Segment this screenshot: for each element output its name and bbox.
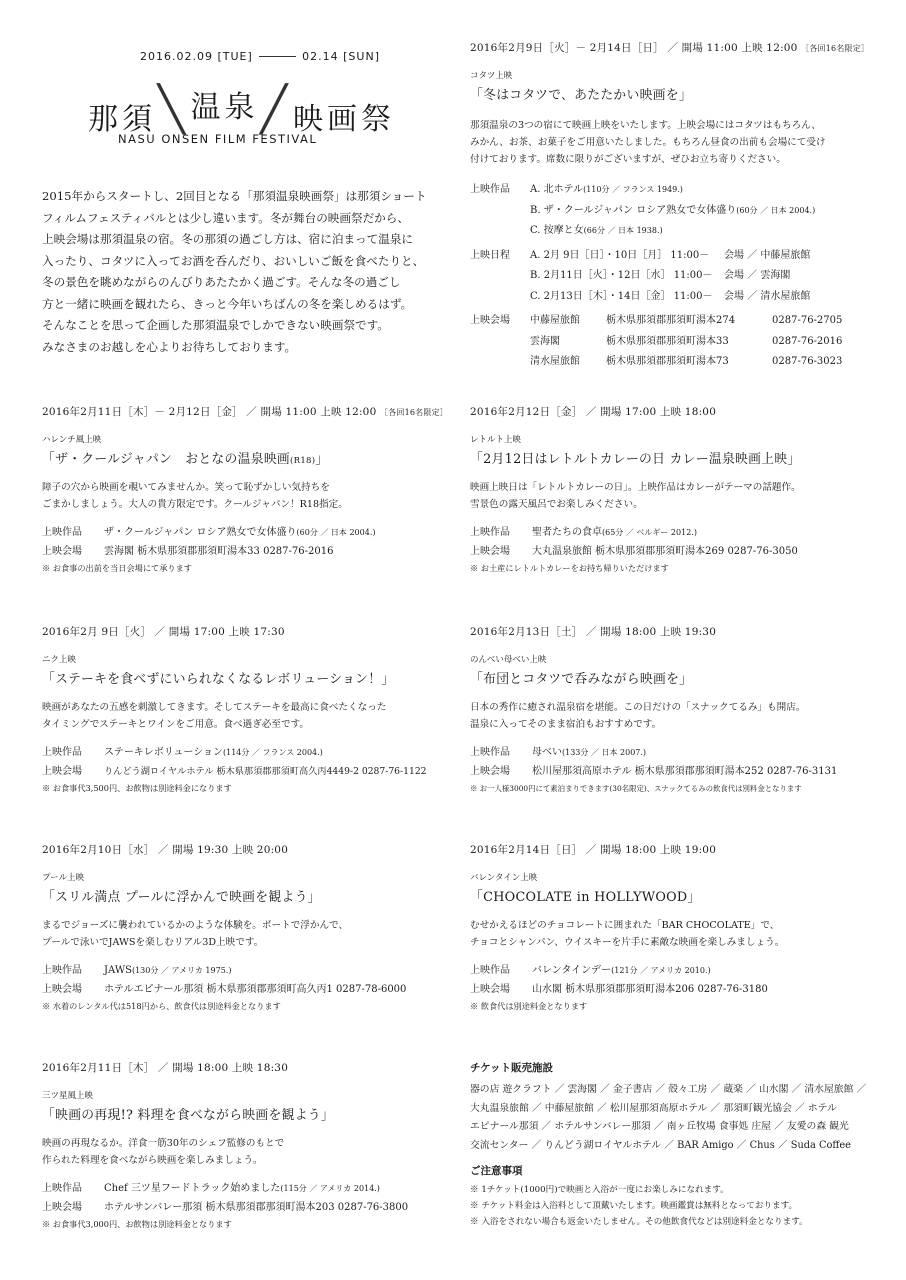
event-category: レトルト上映: [470, 435, 522, 445]
festival-dates: [140, 50, 380, 63]
film-row: 上映作品 Chef 三ツ星フードトラック始めました(115分 ／ アメリカ 2014.): [42, 1183, 380, 1194]
intro-line: みなさまのお越しを心よりお待ちしております。: [42, 339, 297, 354]
venue-row: 上映会場 ホテルサンバレー那須 栃木県那須郡那須町湯本203 0287-76-3800: [42, 1202, 409, 1213]
event-note: ※ お食事代3,000円、お飲物は別途料金となります: [42, 1219, 232, 1229]
film-row: 上映作品 聖者たちの食卓(65分 ／ ベルギー 2012.): [470, 527, 697, 538]
event-category: のんべい母べい上映: [470, 655, 547, 665]
event-note: ※ お食事の出前を当日会場にて承ります: [42, 563, 192, 573]
logo-backslash: ╲: [158, 83, 189, 135]
event-category: 三ツ星風上映: [42, 1091, 94, 1101]
logo-word-nasu: 那須: [88, 102, 156, 137]
notes-heading: ご注意事項: [470, 1165, 523, 1177]
film-row: 上映作品 ザ・クールジャパン ロシア熟女で女体盛り(60分 ／ 日本 2004.): [42, 527, 376, 538]
event-note: ※ お食事代3,500円、お飲物は別途料金になります: [42, 783, 232, 793]
films-list: 上映作品 A. 北ホテル(110分 ／ フランス 1949.) B. ザ・クールジャパン ロシア熟女で女体盛り(60分 ／ 日本 2004.) C. 按摩と女(66分 ／ 日本 1938.): [470, 180, 890, 242]
event-date: 2016年2月12日［金］ ／ 開場 17:00 上映 18:00: [470, 406, 717, 418]
film-row: 上映作品 JAWS(130分 ／ アメリカ 1975.): [42, 965, 232, 976]
event-title: 「スリル満点 プールに浮かんで映画を観よう」: [42, 890, 321, 905]
intro-line: 方と一緒に映画を観れたら、きっと今年いちばんの冬を楽しめるはず。: [42, 296, 413, 311]
start-date: 2016.02.09 [TUE]: [140, 50, 253, 63]
logo-word-onsen: 温泉: [190, 90, 259, 125]
event-description: むせかえるほどのチョコレートに囲まれた「BAR CHOCOLATE」で、 チョコとシャンパン、ウイスキーを片手に素敵な映画を楽しみましょう。: [470, 920, 785, 948]
event-mitsuboshi: [42, 1060, 452, 1232]
intro-line: そんなことを思って企画した那須温泉でしかできない映画祭です。: [42, 318, 389, 332]
event-note: ※ お一人様3000円にて素泊まりできます(30名限定)、スナックてるみの飲食代は別料金となります: [470, 784, 802, 793]
event-category: ハレンチ風上映: [42, 435, 102, 445]
festival-subtitle: NASU ONSEN FILM FESTIVAL: [118, 132, 318, 146]
event-date: 2016年2月14日［日］ ／ 開場 18:00 上映 19:00: [470, 844, 717, 856]
intro-line: フィルムフェスティバルとは少し違います。冬が舞台の映画祭だから、: [42, 210, 409, 225]
festival-logo: [88, 80, 395, 138]
event-date: 2016年2月9日［火］－ 2月14日［日］ ／ 開場 11:00 上映 12:00 ［各回16名限定］: [470, 42, 870, 54]
venue-row: 上映会場 りんどう湖ロイヤルホテル 栃木県那須郡那須町高久丙4449-2 0287-76-1122: [42, 766, 427, 777]
event-description: 映画上映日は「レトルトカレーの日」。上映作品はカレーがテーマの話題作。 雪景色の露天風呂でお楽しみください。: [470, 482, 801, 510]
event-category: バレンタイン上映: [470, 873, 538, 883]
event-title: 「CHOCOLATE in HOLLYWOOD」: [470, 890, 701, 905]
logo-word-eigasai: 映画祭: [293, 102, 395, 137]
event-note: ※ 水着のレンタル代は518円から、飲食代は別途料金となります: [42, 1001, 281, 1011]
event-nonbei: [470, 624, 880, 796]
event-note: ※ 飲食代は別途料金となります: [470, 1001, 588, 1011]
intro-line: 冬の景色を眺めながらのんびりあたたかく過ごす。そんな冬の過ごし: [42, 275, 401, 289]
event-date: 2016年2月10日［水］ ／ 開場 19:30 上映 20:00: [42, 844, 289, 856]
event-valentine: [470, 842, 880, 1014]
event-category: コタツ上映: [470, 71, 513, 81]
intro-line: 上映会場は那須温泉の宿。冬の那須の過ごし方は、宿に泊まって温泉に: [42, 232, 414, 246]
venue-label: 上映会場: [470, 315, 510, 326]
ticket-heading: チケット販売施設: [470, 1062, 554, 1074]
film-row: 上映作品 ステーキレボリューション(114分 ／ フランス 2004.): [42, 747, 323, 758]
event-category: プール上映: [42, 873, 85, 883]
event-description: 那須温泉の3つの宿にて映画上映をいたします。上映会場にはコタツはもちろん、 みかん、お茶、お菓子をご用意いたしました。もちろん昼食の出前も会場にて受け 付けております。席数に限りがございますが、ぜひお立ち寄りください。: [470, 120, 826, 165]
event-date: 2016年2月11日［木］ ／ 開場 18:00 上映 18:30: [42, 1062, 289, 1074]
notes-list: ※ 1チケット(1000円)で映画と入浴が一度にお楽しみになれます。 ※ チケット料金は入浴料として頂戴いたします。映画鑑賞は無料となっております。 ※ 入浴をされない場合も返金いたしません。その他飲食代などは別途料金となります。: [470, 1185, 808, 1227]
intro-text: [42, 186, 442, 358]
event-description: 映画があなたの五感を刺激してきます。そしてステーキを最高に食べたくなった タイミングでステーキとワインをご用意。食べ過ぎ必至です。: [42, 702, 387, 730]
event-pool: [42, 842, 452, 1014]
event-kotatsu: [470, 40, 890, 373]
venue-row: 上映会場 ホテルエピナール那須 栃木県那須郡那須町高久丙1 0287-78-6000: [42, 984, 407, 995]
event-description: 映画の再現なるか。洋食一筋30年のシェフ監修のもとで 作られた料理を食べながら映画を楽しみましょう。: [42, 1138, 285, 1166]
event-description: 障子の穴から映画を覗いてみませんか。笑って恥ずかしい気持ちを ごまかしましょう。大人の貴方限定です。クールジャパン！R18指定。: [42, 482, 348, 510]
venue-row: 上映会場 松川屋那須高原ホテル 栃木県那須郡那須町湯本252 0287-76-3131: [470, 766, 838, 777]
date-range-line: [259, 56, 296, 57]
schedule-label: 上映日程: [470, 249, 510, 261]
venue-row: 上映会場 山水閣 栃木県那須郡那須町湯本206 0287-76-3180: [470, 984, 768, 995]
venue-row: 上映会場 雲海閣 栃木県那須郡那須町湯本33 0287-76-2016: [42, 546, 334, 557]
event-description: 日本の秀作に癒され温泉宿を堪能。この日だけの「スナックてるみ」も開店。 温泉に入ってそのまま宿泊もおすすめです。: [470, 702, 806, 730]
end-date: 02.14 [SUN]: [302, 50, 380, 63]
film-row: 上映作品 バレンタインデー(121分 ／ アメリカ 2010.): [470, 965, 711, 976]
event-date: 2016年2月13日［土］ ／ 開場 18:00 上映 19:30: [470, 626, 717, 638]
event-date: 2016年2月 9日［火］ ／ 開場 17:00 上映 17:30: [42, 626, 285, 638]
venue-row: 上映会場 大丸温泉旅館 栃木県那須郡那須町湯本269 0287-76-3050: [470, 546, 798, 557]
logo-slash: ╱: [260, 83, 291, 135]
intro-line: 入ったり、コタツに入ってお酒を呑んだり、おいしいご飯を食べたりと、: [42, 253, 425, 268]
event-harenchi: [42, 404, 452, 576]
event-title: 「ステーキを食べずにいられなくなるレボリューション！」: [42, 672, 395, 687]
ticket-outlets: 器の店 遊クラフト ／ 雲海閣 ／ 金子書店 ／ 殻々工房 ／ 蔵楽 ／ 山水閣 ／ 清水屋旅館 ／ 大丸温泉旅館 ／ 中藤屋旅館 ／ 松川屋那須高原ホテル ／ 那須町観光協会 ／ ホテル エピナール那須 ／ ホテルサンバレー那須 ／ 南ヶ丘牧場 食事処 庄屋 ／ 友愛の森 観光 交流センター ／ りんどう湖ロイヤルホテル ／ BAR Amigo ／ Chus ／ Suda Coffee: [470, 1084, 867, 1151]
event-date: 2016年2月11日［木］－ 2月12日［金］ ／ 開場 11:00 上映 12:00 ［各回16名限定］: [42, 406, 448, 418]
event-title: 「ザ・クールジャパン おとなの温泉映画(R18)」: [42, 452, 329, 467]
venue-list: 上映会場 中藤屋旅館 栃木県那須郡那須町湯本274 0287-76-2705 雲海閣 栃木県那須郡那須町湯本33 0287-76-2016 清水屋旅館 栃木県那須郡那須町湯本73 0287-76-3023: [470, 311, 890, 373]
event-title: 「2月12日はレトルトカレーの日 カレー温泉映画上映」: [470, 452, 801, 467]
event-title: 「布団とコタツで呑みながら映画を」: [470, 672, 693, 687]
schedule-list: 上映日程 A. 2月 9日［日］・10日［月］ 11:00－ 会場 ／ 中藤屋旅館 B. 2月11日［火］・12日［水］ 11:00－ 会場 ／ 雲海閣 C. 2月13日［木］・14日［金］ 11:00－ 会場 ／ 清水屋旅館: [470, 246, 890, 308]
event-description: まるでジョーズに襲われているかのような体験を。ボートで浮かんで、 プールで泳いでJAWSを楽しむリアル3D上映です。: [42, 920, 349, 948]
event-title: 「冬はコタツで、あたたかい映画を」: [470, 88, 693, 103]
event-retort: [470, 404, 880, 576]
intro-line: 2015年からスタートし、2回目となる「那須温泉映画祭」は那須ショート: [42, 189, 427, 203]
films-label: 上映作品: [470, 184, 510, 195]
event-niku: [42, 624, 452, 796]
event-note: ※ お土産にレトルトカレーをお持ち帰りいただけます: [470, 563, 669, 573]
ticket-info: [470, 1060, 890, 1230]
event-category: ニク上映: [42, 655, 77, 665]
film-row: 上映作品 母べい(133分 ／ 日本 2007.): [470, 747, 647, 758]
event-title: 「映画の再現!? 料理を食べながら映画を観よう」: [42, 1108, 335, 1123]
